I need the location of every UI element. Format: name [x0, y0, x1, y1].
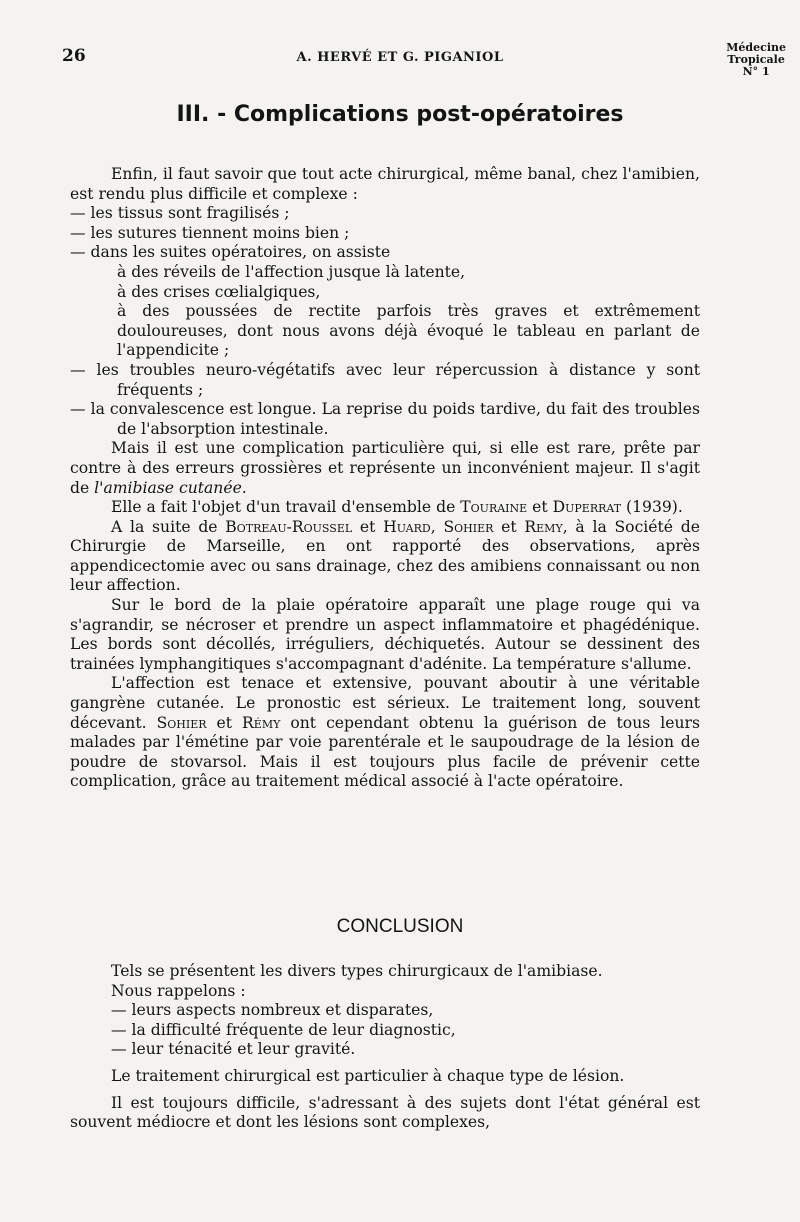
conclusion-paragraph: Tels se présentent les divers types chirurgicaux de l'amibiase. — [111, 962, 603, 980]
emphasis-term: l'amibiase cutanée. — [94, 478, 247, 497]
paragraph-reference — [70, 498, 700, 518]
conclusion-paragraph: Le traitement chirurgical est particulier à chaque type de lésion. — [111, 1066, 625, 1085]
sub-list-item: à des poussées de rectite parfois très graves et extrêmement douloureuses, dont nous avons déjà évoqué le tableau en parlant de l'appendicite ; — [117, 302, 700, 360]
paragraph-text: et — [527, 498, 553, 517]
conclusion-heading: CONCLUSION — [336, 916, 464, 937]
paragraph-text: L'affection est tenace et extensive, pouvant aboutir à une véritable gangrène cutanée. Le pronostic est sérieux. Le traitement long, souvent décevant. — [70, 674, 700, 732]
journal-name — [726, 42, 786, 78]
journal-name-line2: Tropicale — [727, 53, 785, 66]
intro-paragraph: Enfin, il faut savoir que tout acte chirurgical, même banal, chez l'amibien, est rendu plus difficile et complexe : — [70, 165, 700, 203]
sub-list-item: à des crises cœlialgiques, — [117, 282, 321, 301]
paragraph-text: , — [430, 517, 444, 536]
list-item: — la difficulté fréquente de leur diagnostic, — [111, 1020, 456, 1039]
page-number: 26 — [62, 46, 86, 66]
list-item: — les troubles neuro-végétatifs avec leur répercussion à distance y sont fréquents ; — [70, 360, 700, 399]
author-name: Rémy — [242, 713, 281, 732]
paragraph-text: ont cependant obtenu la guérison de tous leurs malades par l'émétine par voie parentérale et le saupoudrage de la lésion de poudre de stovarsol. Mais il est toujours plus facile de prévenir cette complication, grâce au traitement médical associé à l'acte opératoire. — [70, 713, 700, 791]
author-name: Touraine — [460, 498, 528, 517]
sub-list-item: à des réveils de l'affection jusque là latente, — [117, 262, 466, 281]
author-name: Sohier — [156, 713, 207, 732]
paragraph-clinical-description: Sur le bord de la plaie opératoire apparaît une plage rouge qui va s'agrandir, se nécroser et prendre un aspect inflammatoire et phagédénique. Les bords sont décollés, irréguliers, déchiquetés. Autour se dessinent des trainées lymphangitiques s'accompagnant d'adénite. La température s'allume. — [70, 596, 700, 673]
list-item: — dans les suites opératoires, on assiste — [70, 243, 391, 262]
conclusion-body — [70, 962, 700, 1133]
conclusion-paragraph: Nous rappelons : — [111, 981, 246, 1000]
paragraph-text: , à la Société de Chirurgie de Marseille, en ont rapporté des observations, après appendicectomie avec ou sans drainage, chez des amibiens connaissant ou non leur affection. — [70, 517, 700, 595]
paragraph-text: (1939). — [621, 498, 683, 517]
list-item: — leur ténacité et leur gravité. — [111, 1040, 356, 1059]
paragraph-text: et — [206, 713, 243, 732]
section-title: III. - Complications post-opératoires — [176, 102, 624, 127]
section-body — [70, 165, 700, 792]
author-name: Sohier — [443, 517, 494, 536]
paragraph-text: Mais il est une complication particulière qui, si elle est rare, prête par contre à des erreurs grossières et représente un inconvénient majeur. Il s'agit de — [70, 439, 700, 497]
paragraph-text: et — [493, 517, 525, 536]
running-header-authors: A. HERVÉ ET G. PIGANIOL — [296, 50, 504, 65]
list-item: — les sutures tiennent moins bien ; — [70, 223, 350, 242]
author-name: Botreau-Roussel — [225, 517, 353, 536]
author-name: Remy — [524, 517, 563, 536]
author-name: Huard — [383, 517, 431, 536]
paragraph-observations — [70, 518, 700, 596]
paragraph-text: Elle a fait l'objet d'un travail d'ensemble de — [111, 498, 461, 517]
journal-issue: N° 1 — [742, 65, 770, 78]
list-item: — les tissus sont fragilisés ; — [70, 204, 290, 223]
paragraph-prognosis — [70, 674, 700, 792]
author-name: Duperrat — [552, 498, 622, 517]
journal-name-line1: Médecine — [726, 41, 786, 54]
paragraph-text: et — [352, 517, 384, 536]
list-item: — leurs aspects nombreux et disparates, — [111, 1001, 434, 1020]
paragraph-text: A la suite de — [111, 517, 226, 536]
paragraph-cutaneous-amoebiasis — [70, 439, 700, 498]
list-item: — la convalescence est longue. La reprise du poids tardive, du fait des troubles de l'absorption intestinale. — [70, 400, 700, 438]
conclusion-paragraph: Il est toujours difficile, s'adressant à des sujets dont l'état général est souvent médiocre et dont les lésions sont complexes, — [70, 1093, 700, 1132]
